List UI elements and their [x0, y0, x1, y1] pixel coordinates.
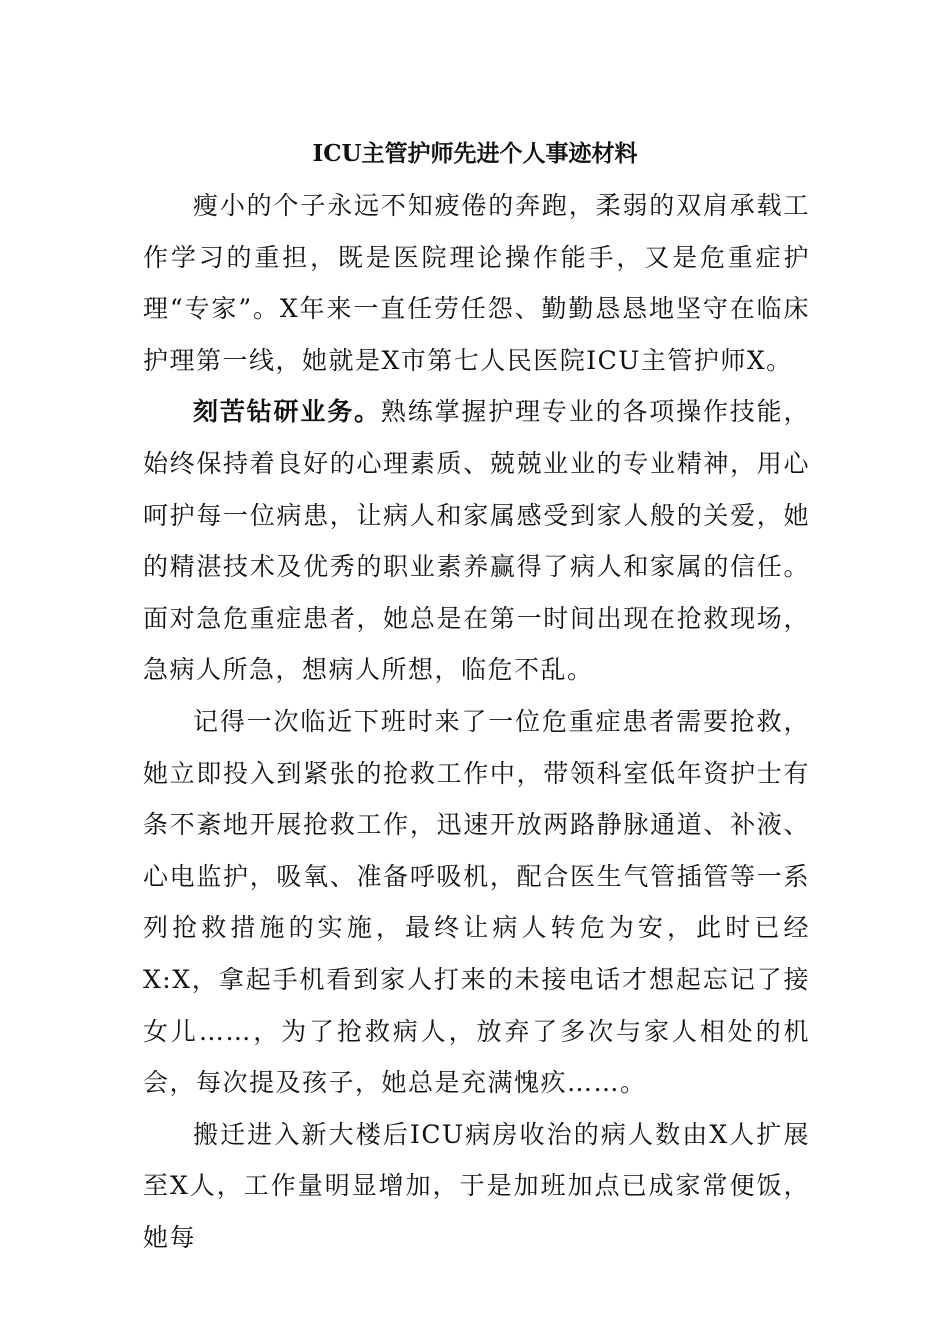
- paragraph-4: [143, 1109, 810, 1264]
- paragraph-4-text: 搬迁进入新大楼后ICU病房收治的病人数由X人扩展至X人，工作量明显增加，于是加班加点已成家常便饭，她每: [143, 1119, 810, 1252]
- paragraph-2: [143, 386, 810, 696]
- paragraph-3-text: 记得一次临近下班时来了一位危重症患者需要抢救，她立即投入到紧张的抢救工作中，带领科室低年资护士有条不紊地开展抢救工作，迅速开放两路静脉通道、补液、心电监护，吸氧、准备呼吸机，配合医生气管插管等一系列抢救措施的实施，最终让病人转危为安，此时已经X:X，拿起手机看到家人打来的未接电话才想起忘记了接女儿……，为了抢救病人，放弃了多次与家人相处的机会，每次提及孩子，她总是充满愧疚……。: [143, 706, 810, 1098]
- paragraph-2-lead: 刻苦钻研业务。: [193, 397, 381, 427]
- paragraph-2-text: 熟练掌握护理专业的各项操作技能，始终保持着良好的心理素质、兢兢业业的专业精神，用心呵护每一位病患，让病人和家属感受到家人般的关爱，她的精湛技术及优秀的职业素养赢得了病人和家属的信任。面对急危重症患者，她总是在第一时间出现在抢救现场，急病人所急，想病人所想，临危不乱。: [143, 397, 810, 685]
- document-title: ICU主管护师先进个人事迹材料: [312, 140, 638, 167]
- paragraph-1-text: 瘦小的个子永远不知疲倦的奔跑，柔弱的双肩承载工作学习的重担，既是医院理论操作能手，又是危重症护理“专家”。X年来一直任劳任怨、勤勤恳恳地坚守在临床护理第一线，她就是X市第七人民医院ICU主管护师X。: [143, 191, 810, 375]
- paragraph-1: [143, 180, 810, 386]
- document-body: [143, 180, 810, 1263]
- paragraph-3: [143, 696, 810, 1109]
